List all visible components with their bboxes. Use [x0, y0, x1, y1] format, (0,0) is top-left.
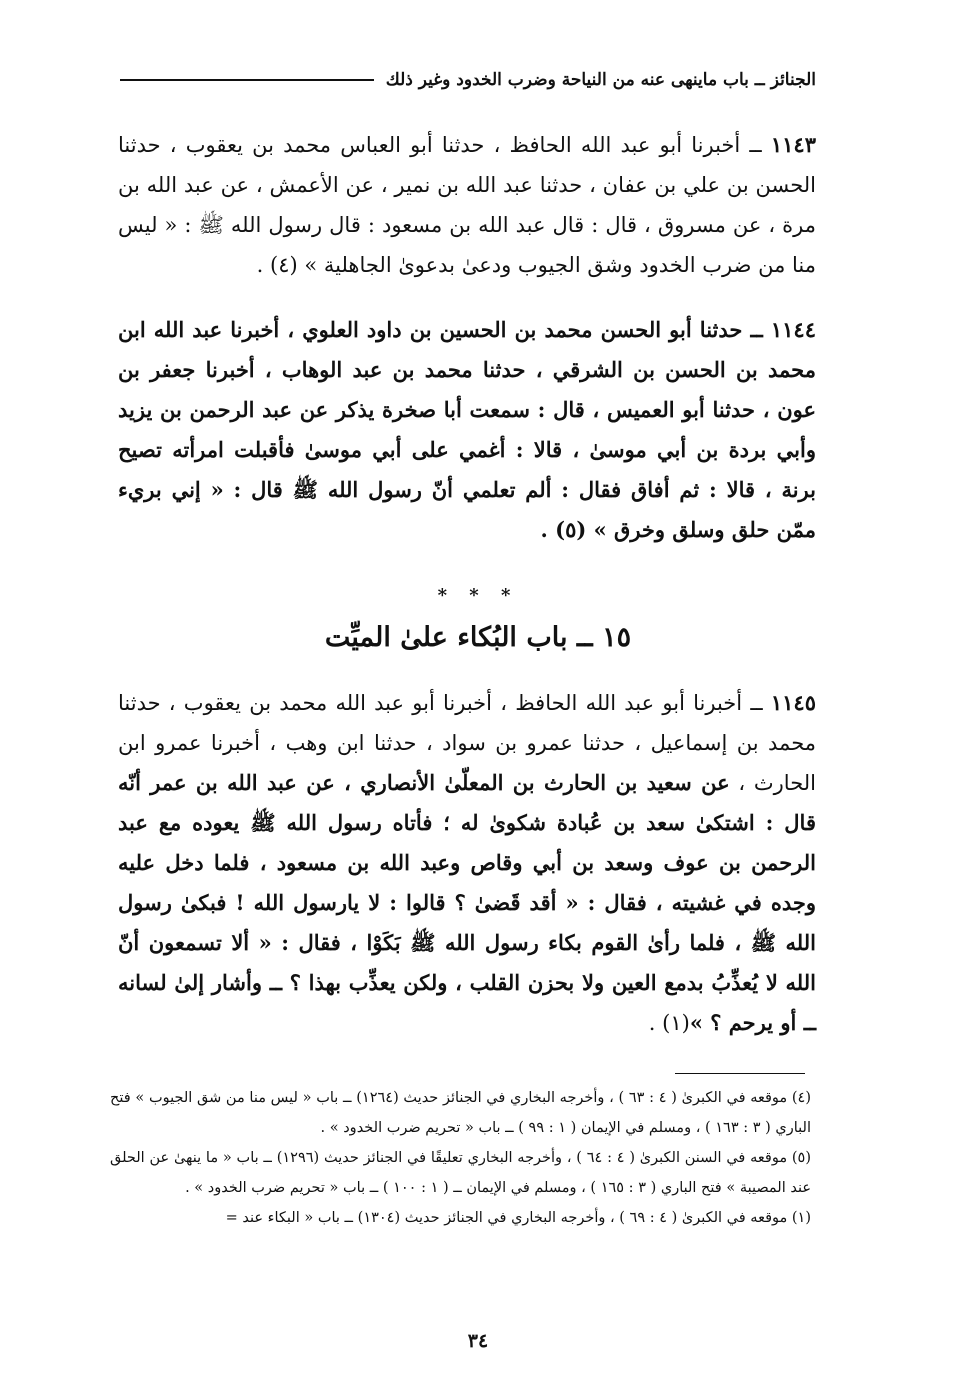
hadith-number: ١١٤٤ — [770, 317, 816, 342]
footnote-rule — [675, 1073, 805, 1074]
footnote-item: (٤) موقعه في الكبرىٰ ( ٤ : ٦٣ ) ، وأخرجه البخاري في الجنائز حديث (١٢٦٤) ــ باب « ليس منا من شق الجيوب » فتح الباري ( ٣ : ١٦٣ ) ، ومسلم في الإيمان ( ١ : ٩٩ ) ــ باب « تحريم ضرب الخدود » . — [110, 1090, 811, 1136]
header-title: الجنائز ــ باب ماينهى عنه من النياحة وضرب الخدود وغير ذلك — [385, 70, 816, 90]
footnote-item: (١) موقعه في الكبرىٰ ( ٤ : ٦٩ ) ، وأخرجه البخاري في الجنائز حديث (١٣٠٤) ــ باب « البكاء عند = — [225, 1210, 811, 1226]
hadith-1145 — [118, 683, 816, 1043]
hadith-1144 — [118, 310, 816, 550]
chapter-title: ١٥ ــ باب البُكاء علىٰ الميِّت — [324, 622, 632, 653]
running-header — [120, 70, 816, 90]
hadith-text-bold: عن سعيد بن الحارث بن المعلّىٰ الأنصاري ، عن عبد الله بن عمر أنّه قال : اشتكىٰ سعد بن عُبادة شكوىٰ له ؛ فأتاه رسول الله ﷺ يعوده مع عبد الرحمن بن عوف وسعد بن أبي وقاص وعبد الله بن مسعود ، فلما دخل عليه وجده في غشيته ، فقال : « أقد قَضىٰ ؟ قالوا : لا يارسول الله ! فبكىٰ رسول الله ﷺ ، فلما رأىٰ القوم بكاء رسول الله ﷺ بَكَوْا ، فقال : « ألا تسمعون أنّ الله لا يُعذِّبُ بدمع العين ولا بحزن القلب ، ولكن يعذِّب بهذا ؟ ــ وأشار إلىٰ لسانه ــ أو يرحم ؟ » — [118, 770, 816, 1035]
footnotes — [110, 1083, 811, 1233]
page-number: ٣٤ — [467, 1330, 489, 1352]
hadith-text-plain: ــ أخبرنا أبو عبد الله الحافظ ، أخبرنا أبو عبد الله محمد بن يعقوب ، حدثنا محمد بن إسماعيل ، حدثنا عمرو بن سواد ، حدثنا ابن وهب ، أخبرنا عمرو ابن الحارث ، — [118, 691, 817, 795]
hadith-text: ــ حدثنا أبو الحسن محمد بن الحسين بن داود العلوي ، أخبرنا عبد الله ابن محمد بن الحسن بن الشرقي ، حدثنا محمد بن عبد الوهاب ، أخبرنا جعفر بن عون ، حدثنا أبو العميس ، قال : سمعت أبا صخرة يذكر عن عبد الرحمن بن يزيد وأبي بردة بن أبي موسىٰ ، قالا : أغمي على أبي موسىٰ فأقبلت امرأته تصيح برنة ، قالا : ثم أفاق فقال : ألم تعلمي أنّ رسول الله ﷺ قال : « إني بريء ممّن حلق وسلق وخرق » (٥) . — [118, 317, 816, 542]
hadith-1143 — [118, 125, 816, 285]
header-rule — [120, 79, 374, 81]
footnote-item: (٥) موقعه في السنن الكبرىٰ ( ٤ : ٦٤ ) ، وأخرجه البخاري تعليقًا في الجنائز حديث (١٢٩٦) ــ باب « ما ينهىٰ عن الحلق عند المصيبة » فتح الباري ( ٣ : ١٦٥ ) ، ومسلم في الإيمان ــ ( ١ : ١٠٠ ) ــ باب « تحريم ضرب الخدود » . — [110, 1150, 811, 1196]
hadith-text-end: (١) . — [648, 1011, 690, 1035]
section-separator: * * * — [437, 585, 519, 606]
hadith-number: ١١٤٣ — [770, 132, 816, 157]
hadith-number: ١١٤٥ — [770, 690, 816, 715]
hadith-text: ــ أخبرنا أبو عبد الله الحافظ ، حدثنا أبو العباس محمد بن يعقوب ، حدثنا الحسن بن علي بن عفان ، حدثنا عبد الله بن نمير ، عن الأعمش ، عن عبد الله بن مرة ، عن مسروق ، قال : قال عبد الله بن مسعود : قال رسول الله ﷺ : « ليس منا من ضرب الخدود وشق الجيوب ودعىٰ بدعوىٰ الجاهلية » (٤) . — [118, 133, 816, 277]
